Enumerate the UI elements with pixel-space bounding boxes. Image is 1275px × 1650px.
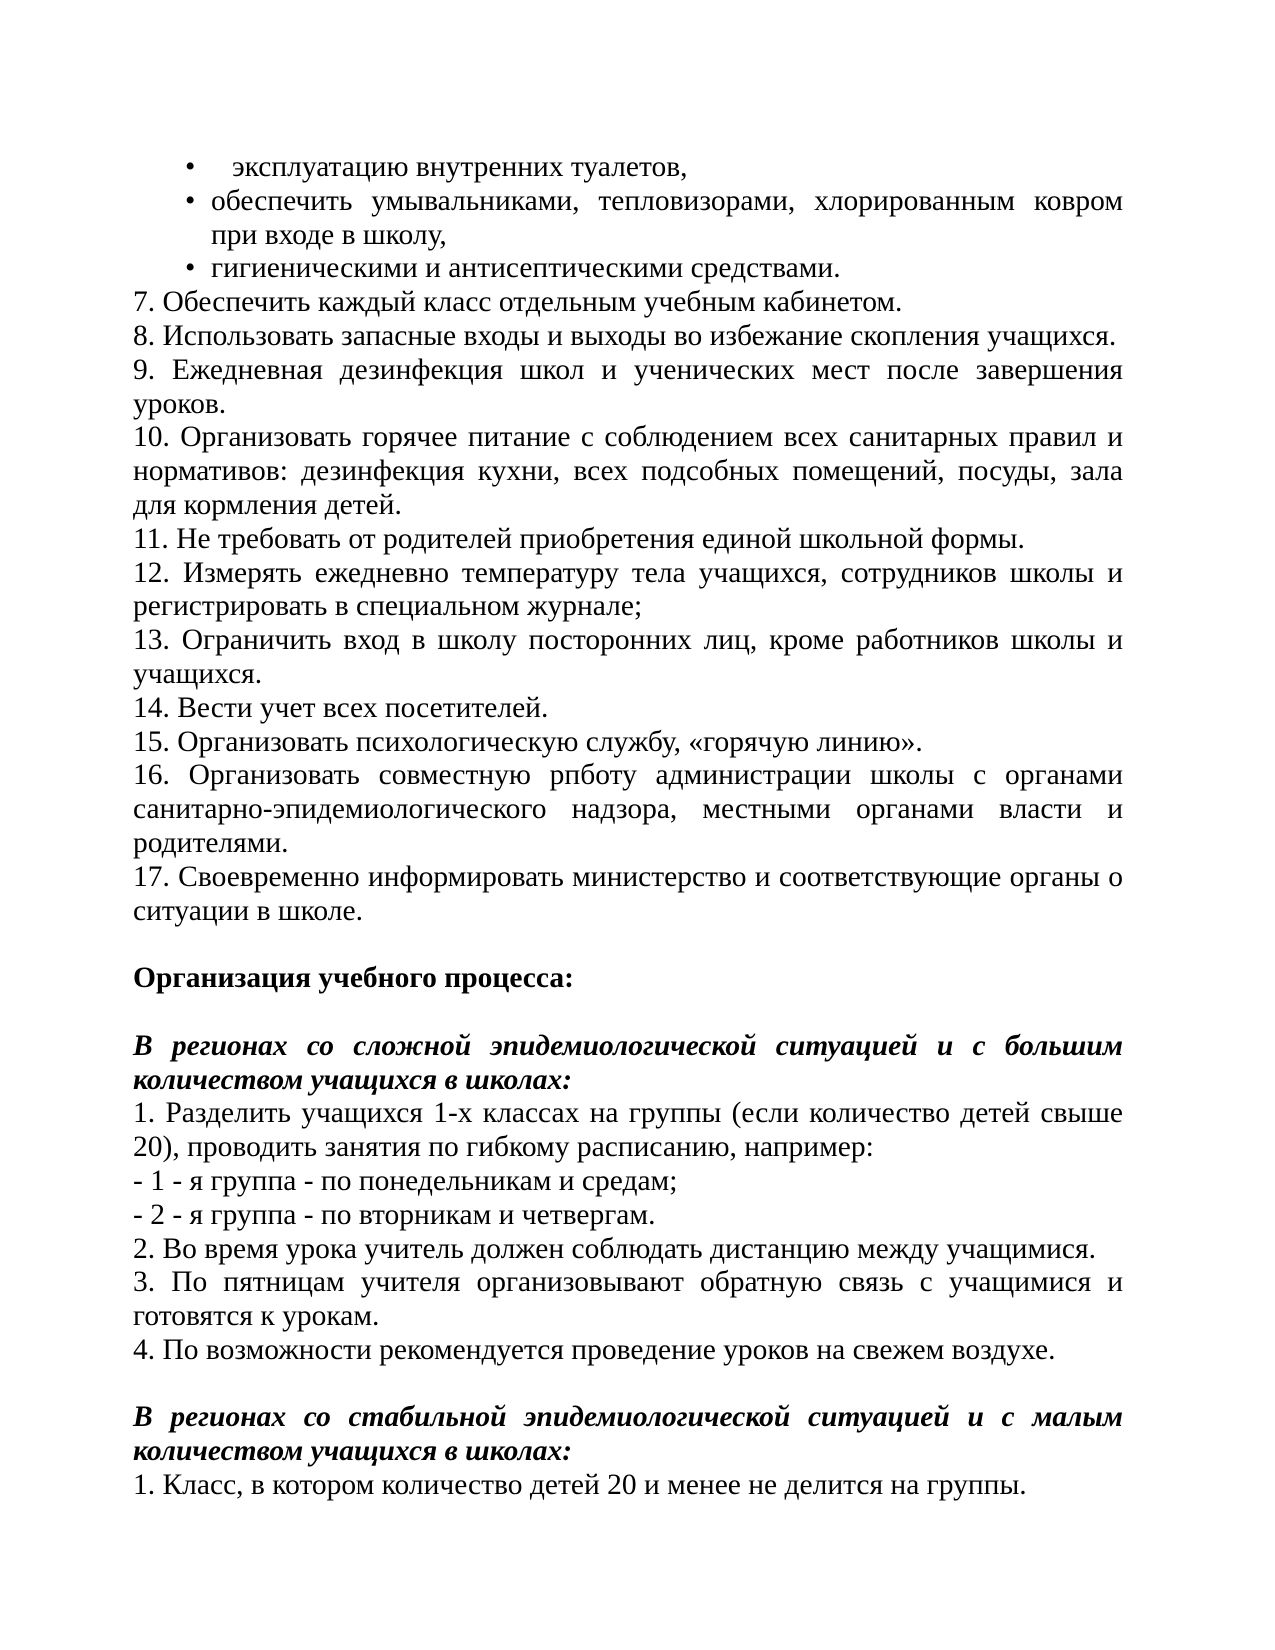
numbered-item: 16. Организовать совместную рпботу администрации школы с органами санитарно-эпидемиологического надзора, местными органами власти и родителями. <box>133 759 1123 859</box>
subsection-item: - 2 - я группа - по вторникам и четвергам. <box>133 1198 656 1231</box>
numbered-item: 15. Организовать психологическую службу, «горячую линию». <box>133 725 923 758</box>
numbered-item: 17. Своевременно информировать министерство и соответствующие органы о ситуации в школе. <box>133 860 1123 927</box>
subsection-heading: В регионах со стабильной эпидемиологической ситуацией и с малым количеством учащихся в школах: <box>133 1401 1123 1468</box>
bullet-list <box>133 151 1123 286</box>
numbered-item: 13. Ограничить вход в школу посторонних лиц, кроме работников школы и учащихся. <box>133 624 1123 690</box>
numbered-item: 11. Не требовать от родителей приобретения единой школьной формы. <box>133 522 1025 555</box>
blank-line <box>133 996 1123 1030</box>
subsection-heading: В регионах со сложной эпидемиологической ситуацией и с большим количеством учащихся в школах: <box>133 1029 1123 1096</box>
numbered-item: 9. Ежедневная дезинфекция школ и ученических мест после завершения уроков. <box>133 353 1123 420</box>
blank-line <box>133 928 1123 962</box>
bullet-item <box>133 252 1123 286</box>
numbered-item: 8. Использовать запасные входы и выходы во избежание скопления учащихся. <box>133 319 1117 352</box>
section-heading: Организация учебного процесса: <box>133 962 574 995</box>
subsection-item: 1. Разделить учащихся 1-х классах на группы (если количество детей свыше 20), проводить занятия по гибкому расписанию, например: <box>133 1097 1123 1164</box>
subsection-item: - 1 - я группа - по понедельникам и средам; <box>133 1164 678 1197</box>
numbered-item: 14. Вести учет всех посетителей. <box>133 691 549 724</box>
numbered-item: 12. Измерять ежедневно температуру тела учащихся, сотрудников школы и регистрировать в специальном журнале; <box>133 556 1123 623</box>
subsection-item: 2. Во время урока учитель должен соблюдать дистанцию между учащимися. <box>133 1232 1096 1265</box>
bullet-icon: • <box>185 252 196 285</box>
bullet-item <box>133 151 1123 185</box>
bullet-item-text: эксплуатацию внутренних туалетов, <box>232 151 688 183</box>
subsection-item: 4. По возможности рекомендуется проведение уроков на свежем воздухе. <box>133 1333 1056 1366</box>
document-content <box>133 151 1123 1503</box>
subsection-item: 3. По пятницам учителя организовывают обратную связь с учащимися и готовятся к урокам. <box>133 1266 1123 1333</box>
bullet-icon: • <box>185 151 196 183</box>
numbered-item: 10. Организовать горячее питание с соблюдением всех санитарных правил и нормативов: дезинфекция кухни, всех подсобных помещений, посуды, зала для кормления детей. <box>133 421 1123 521</box>
blank-line <box>133 1368 1123 1402</box>
bullet-item-text: обеспечить умывальниками, тепловизорами, хлорированным ковром при входе в школу, <box>211 184 1123 251</box>
bullet-item-text: гигиеническими и антисептическими средствами. <box>211 252 841 285</box>
bullet-icon: • <box>185 184 196 217</box>
numbered-item: 7. Обеспечить каждый класс отдельным учебным кабинетом. <box>133 286 903 319</box>
bullet-item <box>133 185 1123 253</box>
subsection-item: 1. Класс, в котором количество детей 20 и менее не делится на группы. <box>133 1469 1027 1502</box>
